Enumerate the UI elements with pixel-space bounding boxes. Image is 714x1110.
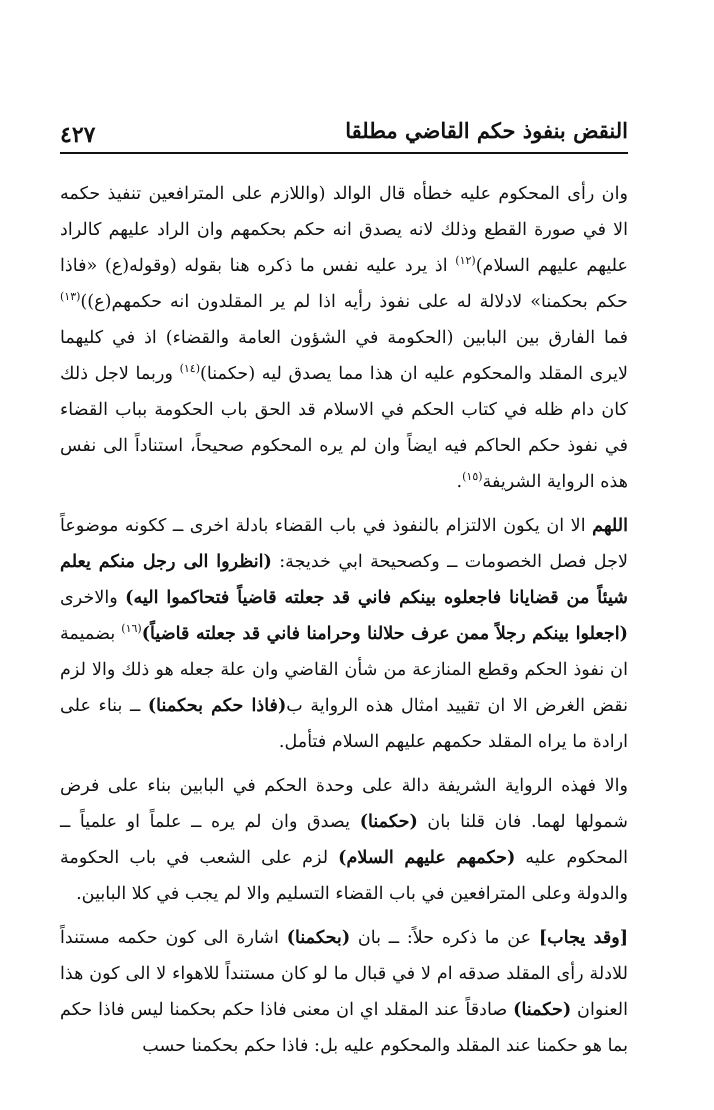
footnote-ref-15: (١٥)	[462, 470, 483, 484]
p2-text-2: والاخرى	[60, 588, 118, 608]
p4-quote-2: (حكمنا)	[513, 999, 572, 1020]
p3-text-1: والا فهذه الرواية الشريفة دالة على وحدة الحكم في البابين بناء على فرض شمولها لهما. فان قلنا بان	[60, 776, 629, 832]
p4-text-3: صادقاً عند المقلد اي ان معنى فاذا حكم بحكمنا ليس فاذا حكم بما هو حكمنا عند المقلد والمحكوم عليه بل: فاذا حكم بحكمنا حسب	[60, 1000, 628, 1056]
p1-text-3: فما الفارق بين البابين (الحكومة في الشؤون العامة والقضاء) اذ في كليهما لايرى المقلد والمحكوم عليه ان هذا مما يصدق ليه (حكمنا)	[60, 328, 629, 384]
p2-lead-word: اللهم	[592, 515, 629, 536]
p2-quote-1: (انظروا الى رجل منكم يعلم شيئاً من قضايانا فاجعلوه بينكم فاني قد جعلته قاضياً فتحاكموا اليه)	[60, 551, 628, 608]
footnote-ref-16: (١٦)	[121, 622, 142, 636]
paragraph-4	[60, 920, 628, 1064]
p1-text-4: وربما لاجل ذلك كان دام ظله في كتاب الحكم في الاسلام قد الحق باب الحكومة بباب القضاء في نفوذ حكم الحاكم فيه ايضاً وان لم يره المحكوم صحيحاً، استناداً الى نفس هذه الرواية الشريفة	[60, 364, 628, 492]
p4-text-2: اشارة الى كون حكمه مستنداً للادلة رأى المقلد صدقه ام لا في قبال ما لو كان مستنداً للاهواء لا الى كون هذا العنوان	[60, 928, 628, 1020]
p2-text-3: بضميمة ان نفوذ الحكم وقطع المنازعة من شأن القاضي وان علة جعله هو ذلك والا لزم نقض الغرض الا ان تقييد امثال هذه الرواية ب	[60, 624, 628, 716]
p4-lead: [وقد يجاب]	[538, 927, 629, 948]
p1-text-2: اذ يرد عليه نفس ما ذكره هنا بقوله (وقوله(ع) «فاذا حكم بحكمنا» لادلالة له على نفوذ رأيه اذا لم ير المقلدون انه حكمهم(ع))	[60, 256, 628, 312]
footnote-ref-12: (١٢)	[455, 254, 476, 268]
paragraph-3	[60, 768, 628, 912]
p4-quote-1: (بحكمنا)	[286, 927, 351, 948]
p1-text-1: وان رأى المحكوم عليه خطأه قال الوالد (واللازم على المترافعين تنفيذ حكمه الا في صورة القطع وذلك لانه يصدق انه حكم بحكمهم وان الراد عليهم كالراد عليهم عليهم السلام)	[60, 184, 629, 276]
footnote-ref-13: (١٣)	[60, 290, 81, 304]
p2-text-4: ــ بناء على ارادة ما يراه المقلد حكمهم عليهم السلام فتأمل.	[60, 696, 628, 752]
p4-text-1: عن ما ذكره حلاً: ــ بان	[357, 928, 532, 948]
p2-text-1: الا ان يكون الالتزام بالنفوذ في باب القضاء بادلة اخرى ــ ككونه موضوعاً لاجل فصل الخصومات ــ وكصحيحة ابي خديجة:	[60, 516, 628, 572]
p3-text-3: لزم على الشعب في باب الحكومة والدولة وعلى المترافعين في باب القضاء التسليم والا لم يجب في كلا البابين.	[60, 848, 628, 904]
paragraph-2	[60, 508, 628, 760]
running-title: النقض بنفوذ حكم القاضي مطلقا	[345, 118, 628, 143]
p3-quote-2: (حكمهم عليهم السلام)	[338, 847, 516, 868]
p2-quote-3: (فاذا حكم بحكمنا)	[147, 695, 287, 716]
page-header	[60, 112, 628, 154]
footnote-ref-14: (١٤)	[179, 362, 201, 376]
p2-quote-2: (اجعلوا بينكم رجلاً ممن عرف حلالنا وحرامنا فاني قد جعلته قاضياً)	[141, 623, 628, 644]
body-text	[60, 176, 628, 1064]
p3-text-2: يصدق وان لم يره ــ علماً او علمياً ــ المحكوم عليه	[60, 812, 629, 868]
p3-quote-1: (حكمنا)	[359, 811, 418, 832]
paragraph-1	[60, 176, 628, 500]
p1-text-5: .	[456, 472, 463, 492]
page-number: ٤٢٧	[60, 122, 96, 148]
